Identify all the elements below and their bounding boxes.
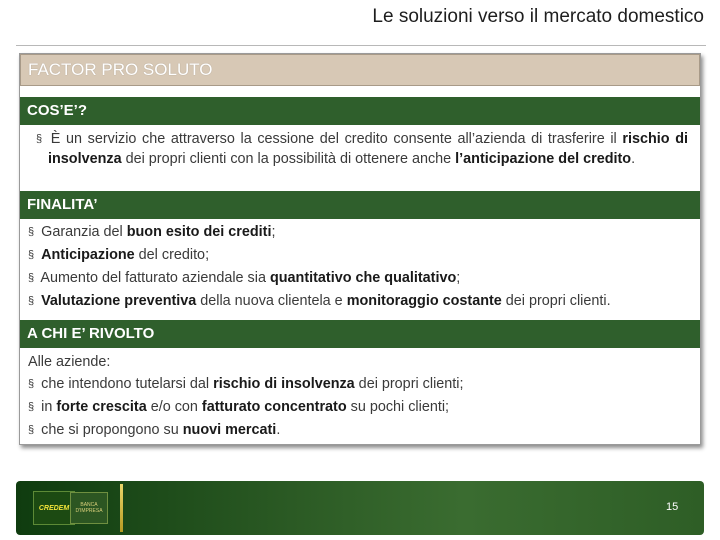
bullet-icon: § xyxy=(28,226,35,238)
rivolto-item: § in forte crescita e/o con fatturato concentrato su pochi clienti; xyxy=(28,399,450,415)
rivolto-item: § che intendono tutelarsi dal rischio di insolvenza dei propri clienti; xyxy=(28,376,464,392)
finalita-item: § Aumento del fatturato aziendale sia quantitativo che qualitativo; xyxy=(28,270,461,286)
title-divider xyxy=(16,45,706,46)
finalita-item: § Garanzia del buon esito dei crediti; xyxy=(28,224,276,240)
bullet-icon: § xyxy=(28,249,35,261)
section-header-cose: COS’E’? xyxy=(20,97,700,125)
finalita-item: § Valutazione preventiva della nuova clientela e monitoraggio costante dei propri clienti. xyxy=(28,293,611,309)
finalita-item: § Anticipazione del credito; xyxy=(28,247,210,263)
slide-title: Le soluzioni verso il mercato domestico xyxy=(372,6,704,27)
rivolto-intro: Alle aziende: xyxy=(28,354,111,370)
section-body-finalita xyxy=(20,221,700,313)
bullet-icon: § xyxy=(28,272,35,284)
section-body-rivolto xyxy=(20,351,700,443)
cose-paragraph: § È un servizio che attraverso la cessione del credito consente all’azienda di trasferire il rischio di insolvenza dei propri clienti con la possibilità di ottenere anche l’anticipazione del credito. xyxy=(36,131,688,167)
factor-pro-soluto-header: FACTOR PRO SOLUTO xyxy=(20,54,700,86)
bullet-icon: § xyxy=(28,401,35,413)
section-header-rivolto: A CHI E’ RIVOLTO xyxy=(20,320,700,348)
bullet-icon: § xyxy=(28,424,35,436)
banca-impresa-logo: BANCA D'IMPRESA xyxy=(70,492,108,524)
bullet-icon: § xyxy=(36,133,43,145)
rivolto-item: § che si propongono su nuovi mercati. xyxy=(28,422,281,438)
section-body-cose xyxy=(20,127,700,189)
section-header-finalita: FINALITA’ xyxy=(20,191,700,219)
content-panel xyxy=(19,53,701,445)
bullet-icon: § xyxy=(28,378,35,390)
bullet-icon: § xyxy=(28,295,35,307)
footer-bar xyxy=(16,481,704,535)
credem-logo: CREDEM xyxy=(33,491,75,525)
page-number: 15 xyxy=(666,501,679,513)
gold-divider xyxy=(120,484,123,532)
